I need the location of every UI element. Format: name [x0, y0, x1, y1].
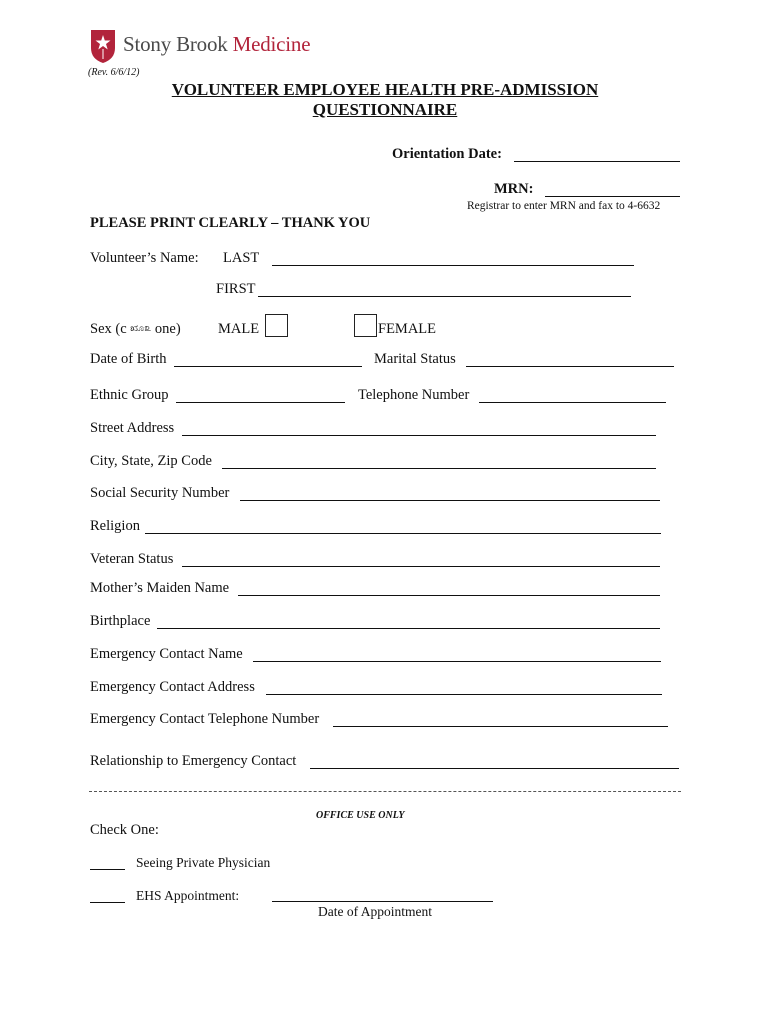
sex-label-suffix: one): [154, 321, 181, 337]
form-title-line2: QUESTIONNAIRE: [312, 100, 458, 119]
ehs-appointment-check-line[interactable]: [90, 890, 125, 903]
ssn-label: Social Security Number: [90, 485, 230, 501]
sex-label: [90, 321, 181, 338]
revision-date: (Rev. 6/6/12): [88, 67, 140, 78]
birthplace-label: Birthplace: [90, 613, 151, 629]
shield-star-icon: [89, 28, 117, 64]
emergency-contact-phone-field[interactable]: [333, 714, 668, 727]
volunteer-name-label: Volunteer’s Name:: [90, 250, 199, 266]
emergency-contact-name-label: Emergency Contact Name: [90, 646, 243, 662]
male-label: MALE: [218, 321, 260, 337]
city-state-zip-label: City, State, Zip Code: [90, 453, 212, 469]
telephone-number-label: Telephone Number: [358, 387, 470, 403]
ethnic-group-label: Ethnic Group: [90, 387, 169, 403]
logo-brand-part1: Stony Brook: [123, 32, 228, 56]
mrn-label: MRN:: [494, 181, 534, 197]
private-physician-label: Seeing Private Physician: [136, 855, 271, 870]
logo-brand-part2: Medicine: [232, 32, 311, 56]
last-name-field[interactable]: [272, 253, 634, 266]
female-label: FEMALE: [378, 321, 436, 337]
veteran-status-field[interactable]: [182, 554, 660, 567]
orientation-date-field[interactable]: [514, 149, 680, 162]
dob-field[interactable]: [174, 354, 362, 367]
street-address-field[interactable]: [182, 423, 656, 436]
emergency-contact-name-field[interactable]: [253, 649, 661, 662]
appointment-date-field[interactable]: [272, 889, 493, 902]
street-address-label: Street Address: [90, 420, 175, 436]
private-physician-check-line[interactable]: [90, 857, 125, 870]
birthplace-field[interactable]: [157, 616, 660, 629]
ssn-field[interactable]: [240, 488, 660, 501]
veteran-status-label: Veteran Status: [90, 551, 174, 567]
sex-label-glyph: ೠ௨: [130, 323, 152, 334]
mothers-maiden-name-field[interactable]: [238, 583, 660, 596]
mothers-maiden-name-label: Mother’s Maiden Name: [90, 580, 230, 596]
telephone-number-field[interactable]: [479, 390, 666, 403]
date-of-appointment-caption: Date of Appointment: [318, 904, 432, 919]
last-name-label: LAST: [223, 250, 260, 266]
male-checkbox[interactable]: [265, 314, 288, 337]
office-use-divider: [89, 791, 681, 792]
first-name-label: FIRST: [216, 281, 256, 297]
emergency-contact-address-label: Emergency Contact Address: [90, 679, 255, 695]
religion-label: Religion: [90, 518, 140, 534]
relationship-field[interactable]: [310, 756, 679, 769]
office-use-heading: OFFICE USE ONLY: [316, 810, 405, 821]
religion-field[interactable]: [145, 521, 661, 534]
ehs-appointment-label: EHS Appointment:: [136, 888, 240, 903]
form-title-line1: VOLUNTEER EMPLOYEE HEALTH PRE-ADMISSION: [171, 80, 599, 99]
marital-status-label: Marital Status: [374, 351, 456, 367]
marital-status-field[interactable]: [466, 354, 674, 367]
female-checkbox[interactable]: [354, 314, 377, 337]
sex-label-prefix: Sex (c: [90, 321, 127, 337]
relationship-label: Relationship to Emergency Contact: [90, 753, 297, 769]
emergency-contact-address-field[interactable]: [266, 682, 662, 695]
orientation-date-label: Orientation Date:: [392, 146, 502, 162]
logo-text: [123, 32, 310, 57]
registrar-note: Registrar to enter MRN and fax to 4-6632: [467, 200, 661, 212]
mrn-field[interactable]: [545, 184, 680, 197]
dob-label: Date of Birth: [90, 351, 167, 367]
check-one-label: Check One:: [90, 822, 159, 838]
city-state-zip-field[interactable]: [222, 456, 656, 469]
emergency-contact-phone-label: Emergency Contact Telephone Number: [90, 711, 320, 727]
print-clearly-instruction: PLEASE PRINT CLEARLY – THANK YOU: [90, 215, 371, 231]
ethnic-group-field[interactable]: [176, 390, 345, 403]
first-name-field[interactable]: [258, 284, 631, 297]
